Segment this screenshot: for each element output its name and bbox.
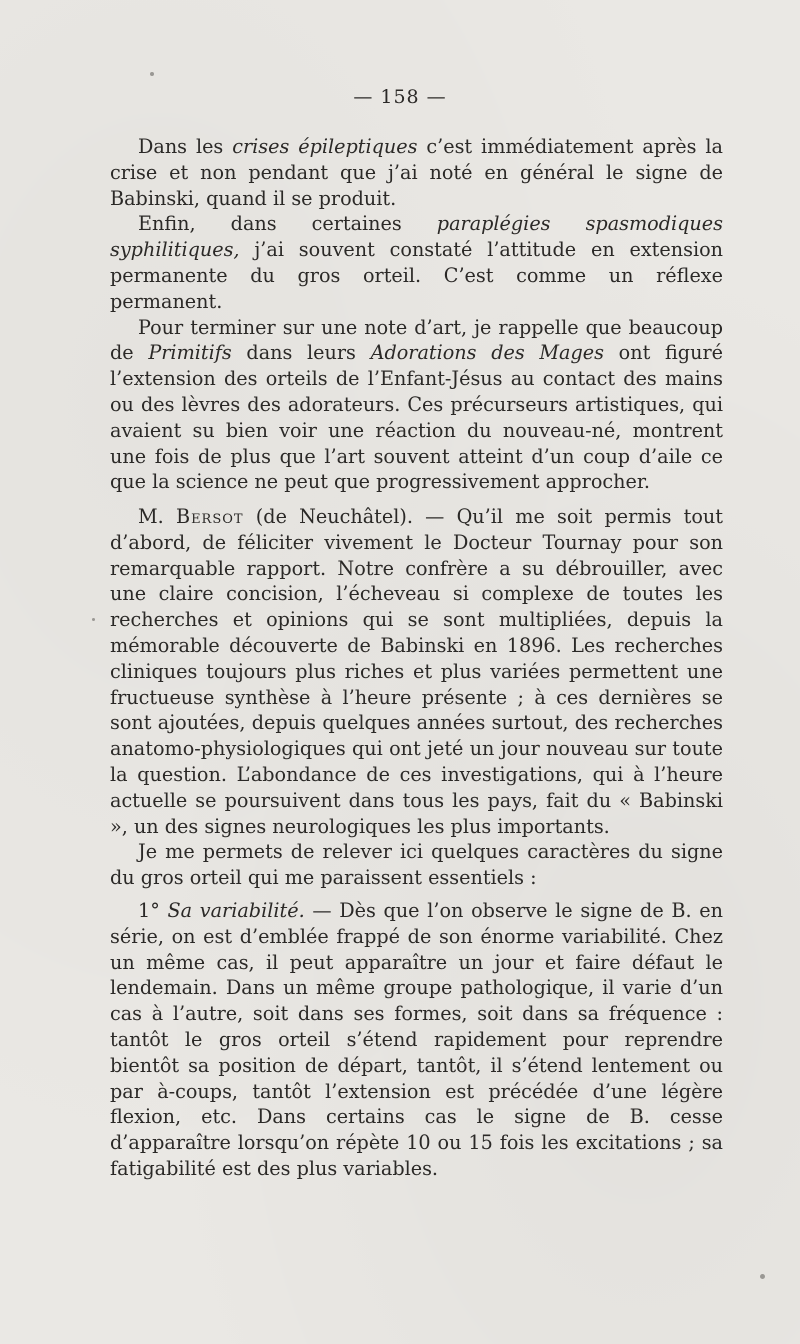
text-section-bersot bbox=[110, 504, 723, 891]
speaker-name: Bersot bbox=[175, 505, 244, 528]
page-number: — 158 — bbox=[353, 86, 447, 108]
text-span: — Dès que l’on observe le signe de B. en série, on est d’emblée frappé de son énorme variabilité. Chez un même cas, il peut apparaître un jour et faire défaut le lendemain. Dans un même groupe pathologique, il varie d’un cas à l’autre, soit dans ses formes, soit dans sa fréquence : tantôt le gros orteil s’étend rapidement pour reprendre bientôt sa position de départ, tantôt, il s’étend lentement ou par à-coups, tantôt l’extension est précédée d’une légère flexion, etc. Dans certains cas le signe de B. cesse d’apparaître lorsqu’on répète 10 ou 15 fois les excitations ; sa fatigabilité est des plus variables. bbox=[110, 899, 723, 1180]
paragraph-epileptic-crises bbox=[110, 134, 723, 211]
italic-span: Sa variabilité. bbox=[167, 899, 305, 922]
text-span: Enfin, dans certaines bbox=[138, 212, 437, 236]
paragraph-bersot-intro bbox=[110, 504, 723, 839]
text-span: Pour terminer sur une note d’art, je rappelle que beaucoup de bbox=[110, 315, 723, 365]
italic-span: paraplégies spasmodiques syphilitiques, bbox=[110, 212, 723, 262]
text-span: M. bbox=[138, 505, 176, 528]
paper-speck bbox=[150, 72, 154, 76]
italic-span: Adorations des Mages bbox=[370, 341, 604, 365]
text-span: Dans les bbox=[138, 135, 233, 158]
text-span: c’est immédiatement après la crise et non pendant que j’ai noté en général le signe de Babinski, quand il se produit. bbox=[110, 135, 723, 210]
text-section-variability bbox=[110, 898, 723, 1182]
paper-speck bbox=[92, 618, 95, 621]
italic-span: crises épileptiques bbox=[232, 135, 418, 158]
paper-speck bbox=[760, 1274, 765, 1279]
text-span: dans leurs bbox=[231, 341, 371, 365]
italic-span: Primitifs bbox=[148, 341, 232, 365]
text-span: (de Neuchâtel). — Qu’il me soit permis tout d’abord, de féliciter vivement le Docteur Tournay pour son remarquable rapport. Notre confrère a su débrouiller, avec une claire concision, l’écheveau si complexe de toutes les recherches et opinions qui se sont multipliées, depuis la mémorable découverte de Babinski en 1896. Les recherches cliniques toujours plus riches et plus variées permettent une fructueuse synthèse à l’heure présente ; à ces dernières se sont ajoutées, depuis quelques années surtout, des recherches anatomo-physiologiques qui ont jeté un jour nouveau sur toute la question. L’abondance de ces investigations, qui à l’heure actuelle se poursuivent dans tous les pays, fait du « Babinski », un des signes neurologiques les plus importants. bbox=[110, 505, 723, 838]
text-span: 1° bbox=[138, 899, 168, 922]
paragraph-essential-characters bbox=[110, 839, 723, 891]
text-section-conclusion bbox=[110, 134, 723, 495]
text-span: Je me permets de relever ici quelques caractères du signe du gros orteil qui me paraissent essentiels : bbox=[110, 840, 723, 890]
paragraph-variability bbox=[110, 898, 723, 1182]
text-span: j’ai souvent constaté l’attitude en extension permanente du gros orteil. C’est comme un réflexe permanent. bbox=[110, 238, 723, 313]
text-span: ont figuré l’extension des orteils de l’Enfant-Jésus au contact des mains ou des lèvres des adorateurs. Ces précurseurs artistiques, qui avaient su bien voir une réaction du nouveau-né, montrent une fois de plus que l’art souvent atteint d’un coup d’aile ce que la science ne peut que progressivement approcher. bbox=[110, 341, 723, 494]
paragraph-art-note bbox=[110, 315, 723, 496]
paragraph-spastic-paraplegia bbox=[110, 211, 723, 314]
